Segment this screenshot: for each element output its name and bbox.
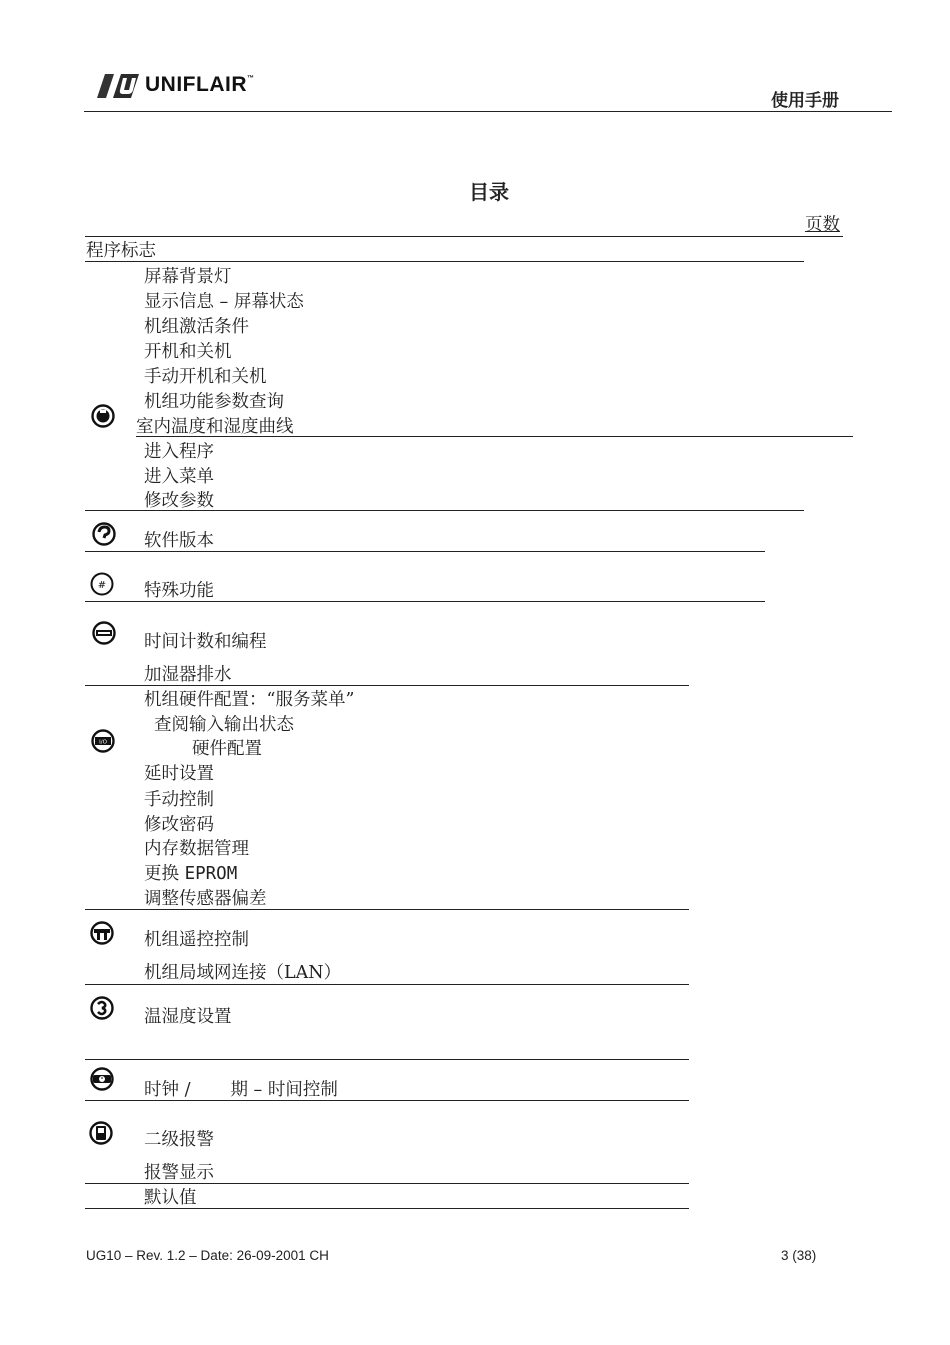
toc-entry[interactable]: 进入程序 [144, 442, 214, 462]
toc-entry-alarm-display[interactable]: 报警显示 [144, 1163, 214, 1183]
toc-entry[interactable]: 内存数据管理 [144, 839, 249, 859]
footer-revision: UG10 – Rev. 1.2 – Date: 26-09-2001 CH [86, 1248, 329, 1263]
rule [85, 601, 765, 602]
uniflair-logo-mark-icon [93, 70, 141, 100]
toc-entry-clock[interactable]: 时钟 / 期 – 时间控制 [144, 1080, 338, 1100]
io-service-icon [90, 728, 116, 754]
toc-title: 目录 [469, 180, 509, 204]
toc-entry[interactable]: 修改参数 [144, 491, 214, 511]
rule [85, 510, 804, 511]
alarm-icon [88, 1120, 114, 1146]
rule [85, 1100, 689, 1101]
special-functions-icon [89, 571, 115, 597]
toc-entry-humidifier-drain[interactable]: 加湿器排水 [144, 665, 232, 685]
toc-entry[interactable]: 机组激活条件 [144, 317, 249, 337]
toc-entry[interactable]: 显示信息 – 屏幕状态 [144, 292, 304, 312]
rule [85, 909, 689, 910]
toc-entry-hardware-config[interactable]: 硬件配置 [192, 739, 262, 759]
rule [85, 1059, 689, 1060]
toc-entry-remote-control[interactable]: 机组遥控控制 [144, 930, 249, 950]
toc-entry-sensor-offset[interactable]: 调整传感器偏差 [144, 889, 267, 909]
svg-text:I/O: I/O [99, 739, 107, 746]
rule [85, 236, 843, 237]
toc-entry-service-menu[interactable]: 机组硬件配置：“服务菜单” [144, 690, 355, 710]
toc-entry-program-flag[interactable]: 程序标志 [86, 241, 156, 261]
toc-entry[interactable]: 开机和关机 [144, 342, 232, 362]
uniflair-logo [93, 68, 255, 102]
main-menu-icon [90, 403, 116, 429]
rule [85, 685, 689, 686]
toc-entry-software-version[interactable]: 软件版本 [144, 531, 214, 551]
toc-entry-level2-alarm[interactable]: 二级报警 [144, 1130, 214, 1150]
footer-page-number: 3 (38) [781, 1248, 817, 1263]
rule [85, 261, 804, 262]
toc-entry-timer[interactable]: 时间计数和编程 [144, 632, 267, 652]
document-type: 使用手册 [771, 91, 839, 111]
software-version-icon [91, 521, 117, 547]
toc-entry[interactable]: 延时设置 [144, 764, 214, 784]
toc-entry[interactable]: 进入菜单 [144, 467, 214, 487]
toc-entry[interactable]: 屏幕背景灯 [144, 267, 232, 287]
rule [136, 436, 853, 437]
toc-entry[interactable]: 手动控制 [144, 790, 214, 810]
brand-name: UNIFLAIR™ [145, 73, 255, 96]
toc-entry-room-curve[interactable]: 室内温度和湿度曲线 [136, 417, 294, 437]
toc-entry-replace-eprom[interactable]: 更换 EPROM [144, 864, 238, 884]
toc-entry-lan-connection[interactable]: 机组局域网连接（LAN） [144, 963, 342, 983]
svg-text:#: # [97, 580, 107, 591]
remote-control-icon [89, 920, 115, 946]
timer-key-icon [91, 620, 117, 646]
rule [85, 1183, 689, 1184]
temp-humidity-icon [89, 995, 115, 1021]
page-column-label: 页数 [805, 215, 840, 235]
toc-entry-io-status[interactable]: 查阅输入输出状态 [154, 715, 294, 735]
rule [85, 551, 765, 552]
toc-entry[interactable]: 手动开机和关机 [144, 367, 267, 387]
clock-icon [89, 1066, 115, 1092]
toc-entry[interactable]: 机组功能参数查询 [144, 392, 284, 412]
toc-entry[interactable]: 修改密码 [144, 815, 214, 835]
header-rule [84, 111, 892, 112]
toc-entry-temp-humidity[interactable]: 温湿度设置 [144, 1007, 232, 1027]
rule [85, 1208, 689, 1209]
rule [85, 984, 689, 985]
toc-entry-special-functions[interactable]: 特殊功能 [144, 581, 214, 601]
toc-entry-default-values[interactable]: 默认值 [144, 1188, 197, 1208]
